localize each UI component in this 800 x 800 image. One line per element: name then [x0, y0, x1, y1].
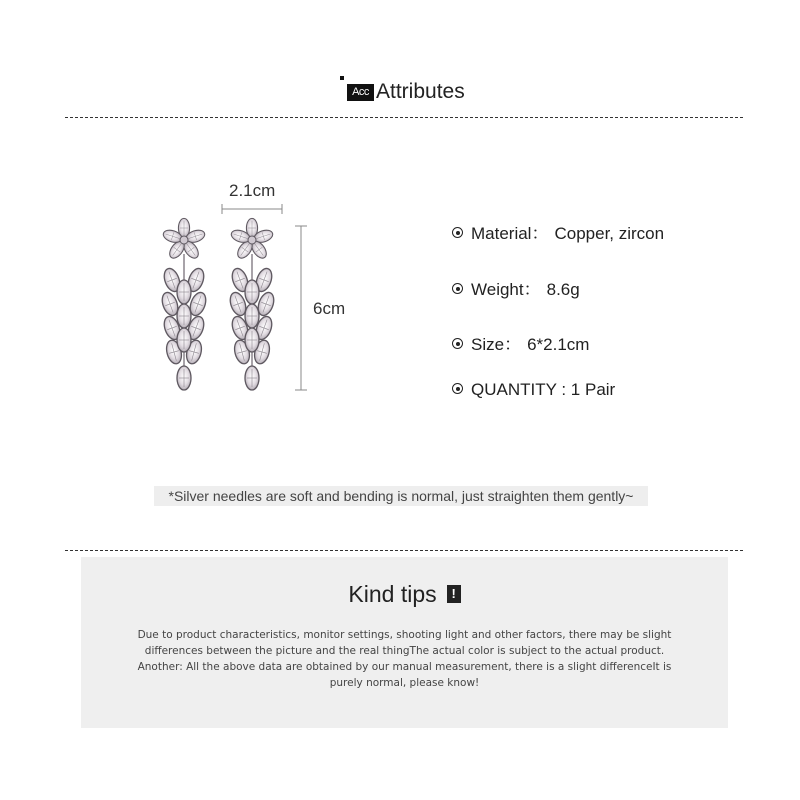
bottom-divider	[65, 550, 743, 551]
tips-title: Kind tips	[348, 581, 437, 607]
tips-heading	[81, 581, 728, 608]
attribute-value: 8.6g	[546, 280, 580, 299]
attribute-value: 6*2.1cm	[527, 335, 590, 354]
top-divider	[65, 117, 743, 118]
earrings-image	[148, 176, 368, 406]
bullet-icon	[452, 383, 463, 394]
attribute-label: Material：	[471, 224, 549, 243]
width-dimension-label: 2.1cm	[229, 181, 276, 200]
bullet-icon	[452, 283, 463, 294]
height-dimension-label: 6cm	[313, 299, 346, 318]
attribute-size	[452, 330, 589, 355]
section-header	[0, 76, 800, 110]
exclamation-icon: !	[447, 585, 461, 603]
attribute-label: Weight：	[471, 280, 541, 299]
attribute-label: Size：	[471, 335, 522, 354]
attribute-label: QUANTITY : 1 Pair	[471, 380, 616, 399]
kind-tips-panel	[81, 557, 728, 728]
attribute-value: Copper, zircon	[554, 224, 665, 243]
attribute-quantity	[452, 380, 615, 400]
tips-body: Due to product characteristics, monitor settings, shooting light and other factors, there may be slight differences between the picture and the real thingThe actual color is subject to the actual product. Another: All the above data are obtained by our manual measurement, there is a slight differenceIt is purely normal, please know!	[137, 629, 672, 689]
bullet-icon	[452, 227, 463, 238]
attribute-material	[452, 219, 664, 244]
header-dot	[340, 76, 344, 80]
header-badge: Acc	[347, 84, 374, 101]
care-note: *Silver needles are soft and bending is normal, just straighten them gently~	[154, 486, 648, 506]
attribute-weight	[452, 275, 580, 300]
section-title: Attributes	[376, 80, 465, 103]
bullet-icon	[452, 338, 463, 349]
